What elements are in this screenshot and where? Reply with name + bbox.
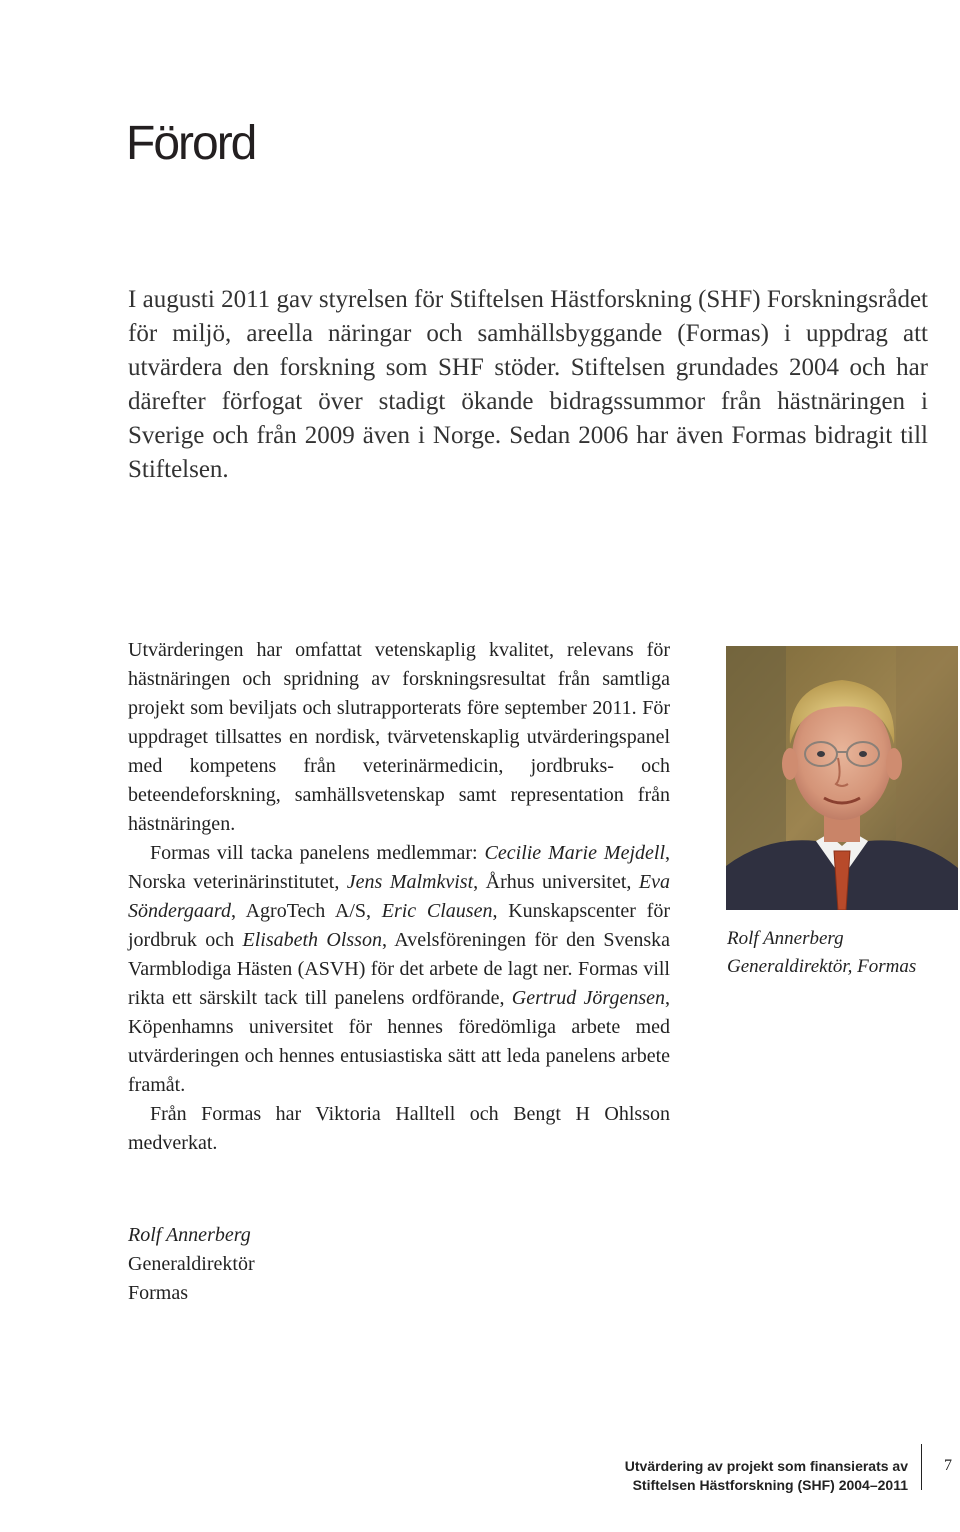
signature-org: Formas [128, 1282, 188, 1304]
signature-name: Rolf Annerberg [128, 1224, 251, 1246]
panel-chair-name: Gertrud Jörgensen [511, 987, 665, 1009]
caption-title: Generaldirektör, Formas [727, 956, 917, 977]
text-segment: , Norska veterinärinstitutet, [128, 842, 671, 893]
footer-divider [921, 1444, 922, 1490]
caption-name: Rolf Annerberg [727, 928, 844, 949]
signature-block [128, 1221, 255, 1308]
panel-member-name: Eric Clausen [381, 900, 493, 922]
page-number: 7 [944, 1457, 952, 1474]
text-segment: , Kunskapscenter för jordbruk och [128, 900, 670, 951]
portrait-photo [726, 646, 958, 910]
body-paragraph-2 [128, 839, 670, 1100]
panel-member-name: Elisabeth Olsson [242, 929, 382, 951]
page-footer [625, 1457, 908, 1495]
signature-title: Generaldirektör [128, 1253, 255, 1275]
footer-line-1: Utvärdering av projekt som finansierats av [624, 1458, 908, 1474]
photo-caption [727, 925, 957, 981]
text-segment: , AgroTech A/S, [230, 900, 382, 922]
text-segment: , Århus universitet, [473, 871, 639, 893]
body-paragraph-1: Utvärderingen har omfattat vetenskaplig kvalitet, relevans för hästnäringen och spridning av forskningsresultat från samtliga projekt som beviljats och slutrapporterats före september 2011. För uppdraget tillsattes en nordisk, tvärvetenskaplig utvärderingspanel med kompetens från veterinärmedicin, jordbruks- och beteendeforskning, samhällsvetenskap samt representation från hästnäringen. [128, 639, 670, 835]
panel-member-name: Cecilie Marie Mejdell [484, 842, 666, 864]
panel-member-name: Jens Malmkvist [346, 871, 474, 893]
body-paragraph-3: Från Formas har Viktoria Halltell och Bengt H Ohlsson medverkat. [128, 1103, 670, 1154]
text-segment: , Köpenhamns universitet för hennes föredömliga arbete med utvärderingen och hennes entusiastiska sätt att leda panelens arbete framåt. [128, 987, 670, 1096]
intro-paragraph: I augusti 2011 gav styrelsen för Stiftelsen Hästforskning (SHF) Forskningsrådet för miljö, areella näringar och samhällsbyggande (Formas) i uppdrag att utvärdera den forskning som SHF stöder. Stiftelsen grundades 2004 och har därefter förfogat över stadigt ökande bidragssummor från hästnäringen i Sverige och från 2009 även i Norge. Sedan 2006 har även Formas bidragit till Stiftelsen. [128, 286, 928, 483]
text-segment: Formas vill tacka panelens medlemmar: [150, 842, 485, 864]
footer-line-2: Stiftelsen Hästforskning (SHF) 2004–2011 [632, 1477, 908, 1493]
body-text [128, 636, 670, 1158]
panel-member-name: Eva Söndergaard [128, 871, 670, 922]
page-title: Förord [126, 117, 256, 171]
text-segment: , Avelsföreningen för den Svenska Varmblodiga Hästen (ASVH) för det arbete de lagt ner. Formas vill rikta ett särskilt tack till panelens ordförande, [128, 929, 670, 1009]
